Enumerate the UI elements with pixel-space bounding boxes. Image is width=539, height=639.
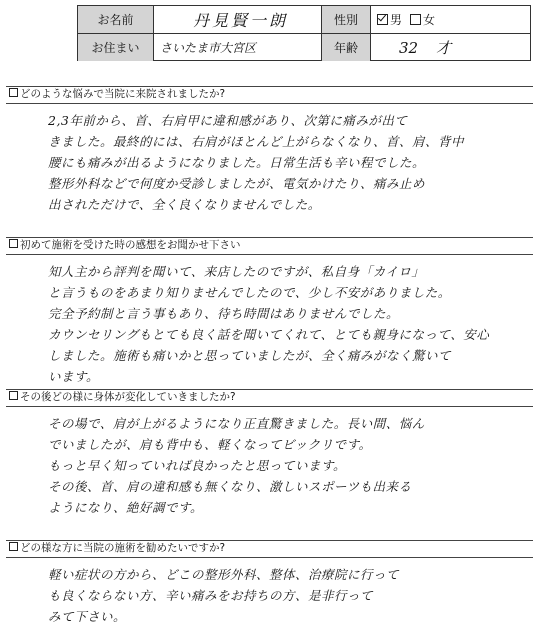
question-checkbox (9, 542, 18, 551)
answer-line: その後、首、肩の違和感も無くなり、激しいスポーツも出来る (48, 479, 412, 494)
answer-line: ようになり、絶好調です。 (48, 500, 204, 515)
gender-options (371, 6, 531, 33)
name-label: お名前 (78, 6, 153, 33)
question-3-label: その後どの様に身体が変化していきましたか? (6, 389, 533, 407)
question-checkbox (9, 239, 18, 248)
answer-line: も良くならない方、辛い痛みをお持ちの方、是非行って (48, 588, 374, 603)
answer-line: 腰にも痛みが出るようになりました。日常生活も辛い程でした。 (48, 155, 426, 170)
answer-line: 軽い症状の方から、どこの整形外科、整体、治療院に行って (48, 567, 400, 582)
answer-line: しました。施術も痛いかと思っていましたが、全く痛みがなく驚いて (48, 348, 452, 363)
answer-line: 2,3年前から、首、右肩甲に違和感があり、次第に痛みが出て (48, 113, 408, 128)
female-label: 女 (423, 13, 436, 27)
male-label: 男 (390, 13, 403, 27)
female-checkbox (410, 14, 421, 25)
question-section-1 (6, 86, 533, 215)
question-checkbox (9, 88, 18, 97)
answer-line: でいましたが、肩も背中も、軽くなってビックリです。 (48, 437, 372, 452)
answer-line: もっと早く知っていれば良かったと思っています。 (48, 458, 347, 473)
answer-line: 知人主から評判を聞いて、来店したのですが、私自身「カイロ」 (48, 264, 425, 279)
answer-line: 完全予約制と言う事もあり、待ち時間はありませんでした。 (48, 306, 400, 321)
answer-line: と言うものをあまり知りませんでしたので、少し不安がありました。 (48, 285, 451, 300)
answer-2 (6, 255, 533, 387)
answer-line: みて下さい。 (48, 609, 127, 624)
age-unit: 才 (436, 39, 452, 57)
answer-line: 整形外科などで何度か受診しましたが、電気かけたり、痛み止め (48, 176, 426, 191)
question-1-label: どのような悩みで当院に来院されましたか? (6, 86, 533, 104)
gender-label: 性別 (322, 6, 370, 33)
answer-line: カウンセリングもとても良く話を聞いてくれて、とても親身になって、安心 (48, 327, 490, 342)
answer-line: その場で、肩が上がるようになり正直驚きました。長い間、悩ん (48, 416, 425, 431)
question-4-label: どの様な方に当院の施術を勧めたいですか? (6, 540, 533, 558)
question-checkbox (9, 391, 18, 400)
answer-3 (6, 407, 533, 518)
question-section-2 (6, 237, 533, 387)
age-value: 32 (399, 38, 419, 57)
male-checkbox (377, 14, 388, 25)
address-value: さいたま市大宮区 (160, 41, 257, 55)
profile-table (77, 5, 531, 61)
question-section-4 (6, 540, 533, 627)
answer-4 (6, 558, 533, 627)
answer-line: います。 (48, 369, 100, 384)
age-field (371, 34, 531, 61)
question-2-label: 初めて施術を受けた時の感想をお聞かせ下さい (6, 237, 533, 255)
age-label: 年齢 (322, 34, 370, 61)
answer-1 (6, 104, 533, 215)
name-value: 丹見賢一朗 (192, 11, 288, 30)
address-label: お住まい (78, 34, 153, 61)
answer-line: 出されただけで、全く良くなりませんでした。 (48, 197, 321, 212)
question-section-3 (6, 389, 533, 518)
answer-line: きました。最終的には、右肩がほとんど上がらなくなり、首、肩、背中 (48, 134, 465, 149)
